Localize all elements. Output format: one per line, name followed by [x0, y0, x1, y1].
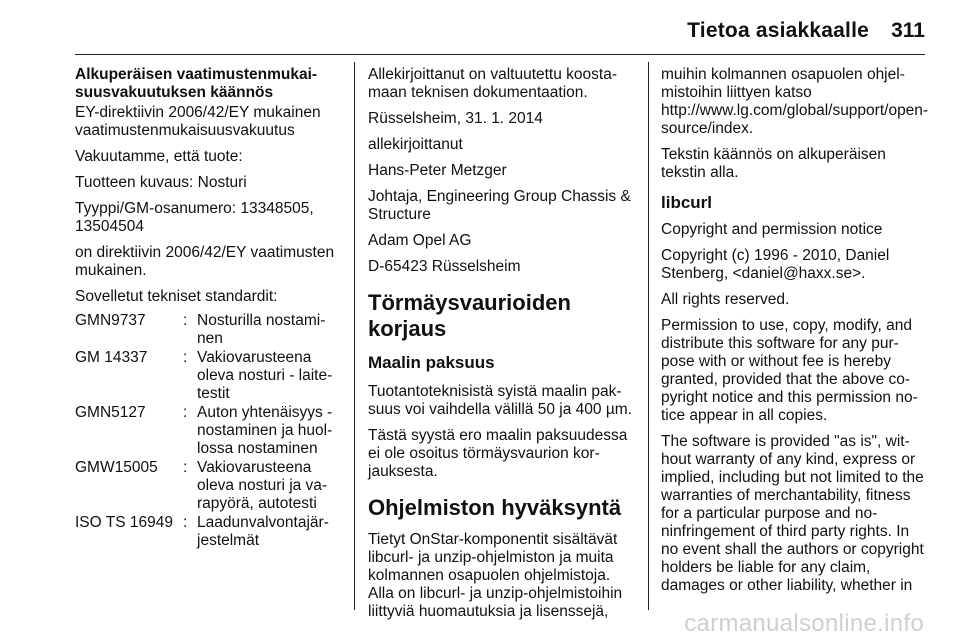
paragraph: EY-direktiivin 2006/42/EY mukainen vaatimustenmukaisuusvakuutus	[75, 104, 321, 139]
column-divider	[648, 62, 649, 610]
subsection-title-paint-thickness: Maalin paksuus	[368, 353, 495, 372]
standard-description: Nosturilla nostaminen	[197, 312, 326, 347]
page-header	[75, 0, 925, 55]
paragraph: Allekirjoittanut on valtuutettu koostamaan teknisen dokumentaation.	[368, 66, 618, 101]
standard-code: GMW15005	[75, 459, 158, 476]
page-title: Tietoa asiakkaalle	[687, 19, 869, 42]
column-divider	[354, 62, 355, 610]
paragraph: All rights reserved.	[661, 291, 790, 308]
table-row	[75, 514, 343, 551]
watermark: carmanualsonline.info	[684, 610, 924, 637]
standard-code: ISO TS 16949	[75, 514, 173, 531]
paragraph: Permission to use, copy, modify, and distribute this software for any purpose with or without fee is hereby granted, provided that the above copyright notice and this permission notice appear in all copies.	[661, 317, 918, 424]
page-number: 311	[891, 19, 925, 42]
column-middle	[368, 66, 634, 620]
column-left	[75, 66, 343, 610]
standard-separator: :	[183, 459, 188, 476]
paragraph: allekirjoittanut	[368, 136, 463, 153]
paragraph: Johtaja, Engineering Group Chassis & Structure	[368, 188, 631, 223]
section-title-libcurl: libcurl	[661, 193, 713, 212]
paragraph: Tyyppi/GM-osanumero: 13348505, 13504504	[75, 200, 314, 235]
paragraph: Sovelletut tekniset standardit:	[75, 288, 278, 305]
paragraph: Tästä syystä ero maalin paksuudessa ei ole osoitus törmäysvaurion korjauksesta.	[368, 427, 628, 480]
table-row	[75, 404, 343, 459]
table-row	[75, 349, 343, 404]
standard-description: Auton yhtenäisyys - nostaminen ja huollossa nostaminen	[197, 404, 333, 457]
standard-description: Vakiovarusteena oleva nosturi ja varapyörä, autotesti	[197, 459, 328, 512]
standard-separator: :	[183, 312, 188, 329]
standard-code: GM 14337	[75, 349, 148, 366]
paragraph: Adam Opel AG	[368, 232, 472, 249]
paragraph: The software is provided "as is", without warranty of any kind, express or implied, including but not limited to the warranties of merchantability, fitness for a particular purpose and noninfringement of third party rights. In no event shall the authors or copyright holders be liable for any claim, damages or other liability, whether in	[661, 433, 924, 594]
paragraph: D-65423 Rüsselsheim	[368, 258, 521, 275]
paragraph: on direktiivin 2006/42/EY vaatimusten mukainen.	[75, 244, 335, 279]
paragraph: Tuotantoteknisistä syistä maalin paksuus voi vaihdella välillä 50 ja 400 µm.	[368, 383, 632, 418]
paragraph: Tietyt OnStar-komponentit sisältävät libcurl- ja unzip-ohjelmiston ja muita kolmannen osapuolen ohjelmistoja. Alla on libcurl- ja unzip-ohjelmistoihin liittyviä huomautuksia ja lisenssejä,	[368, 531, 623, 620]
paragraph: muihin kolmannen osapuolen ohjelmistoihin liittyen katso http://www.lg.com/global/support/open-source/index.	[661, 66, 929, 137]
paragraph: Tekstin käännös on alkuperäisen tekstin alla.	[661, 146, 886, 181]
standards-table	[75, 312, 343, 551]
paragraph: Copyright and permission notice	[661, 221, 883, 238]
standard-separator: :	[183, 404, 188, 421]
standard-code: GMN5127	[75, 404, 146, 421]
table-row	[75, 312, 343, 349]
standard-code: GMN9737	[75, 312, 146, 329]
standard-description: Laadunvalvontajärjestelmät	[197, 514, 329, 549]
paragraph: Copyright (c) 1996 - 2010, Daniel Stenberg, <daniel@haxx.se>.	[661, 247, 890, 282]
section-title-software-approval: Ohjelmiston hyväksyntä	[368, 495, 622, 520]
section-title-collision-repair: Törmäysvaurioiden korjaus	[368, 290, 571, 341]
standard-description: Vakiovarusteena oleva nosturi - laitetestit	[197, 349, 333, 402]
standard-separator: :	[183, 514, 188, 531]
column-right	[661, 66, 927, 610]
paragraph: Tuotteen kuvaus: Nosturi	[75, 174, 247, 191]
paragraph: Hans-Peter Metzger	[368, 162, 507, 179]
paragraph: Vakuutamme, että tuote:	[75, 148, 243, 165]
paragraph: Rüsselsheim, 31. 1. 2014	[368, 110, 543, 127]
declaration-heading: Alkuperäisen vaatimustenmukaisuusvakuutuksen käännös	[75, 66, 318, 101]
table-row	[75, 459, 343, 514]
standard-separator: :	[183, 349, 188, 366]
